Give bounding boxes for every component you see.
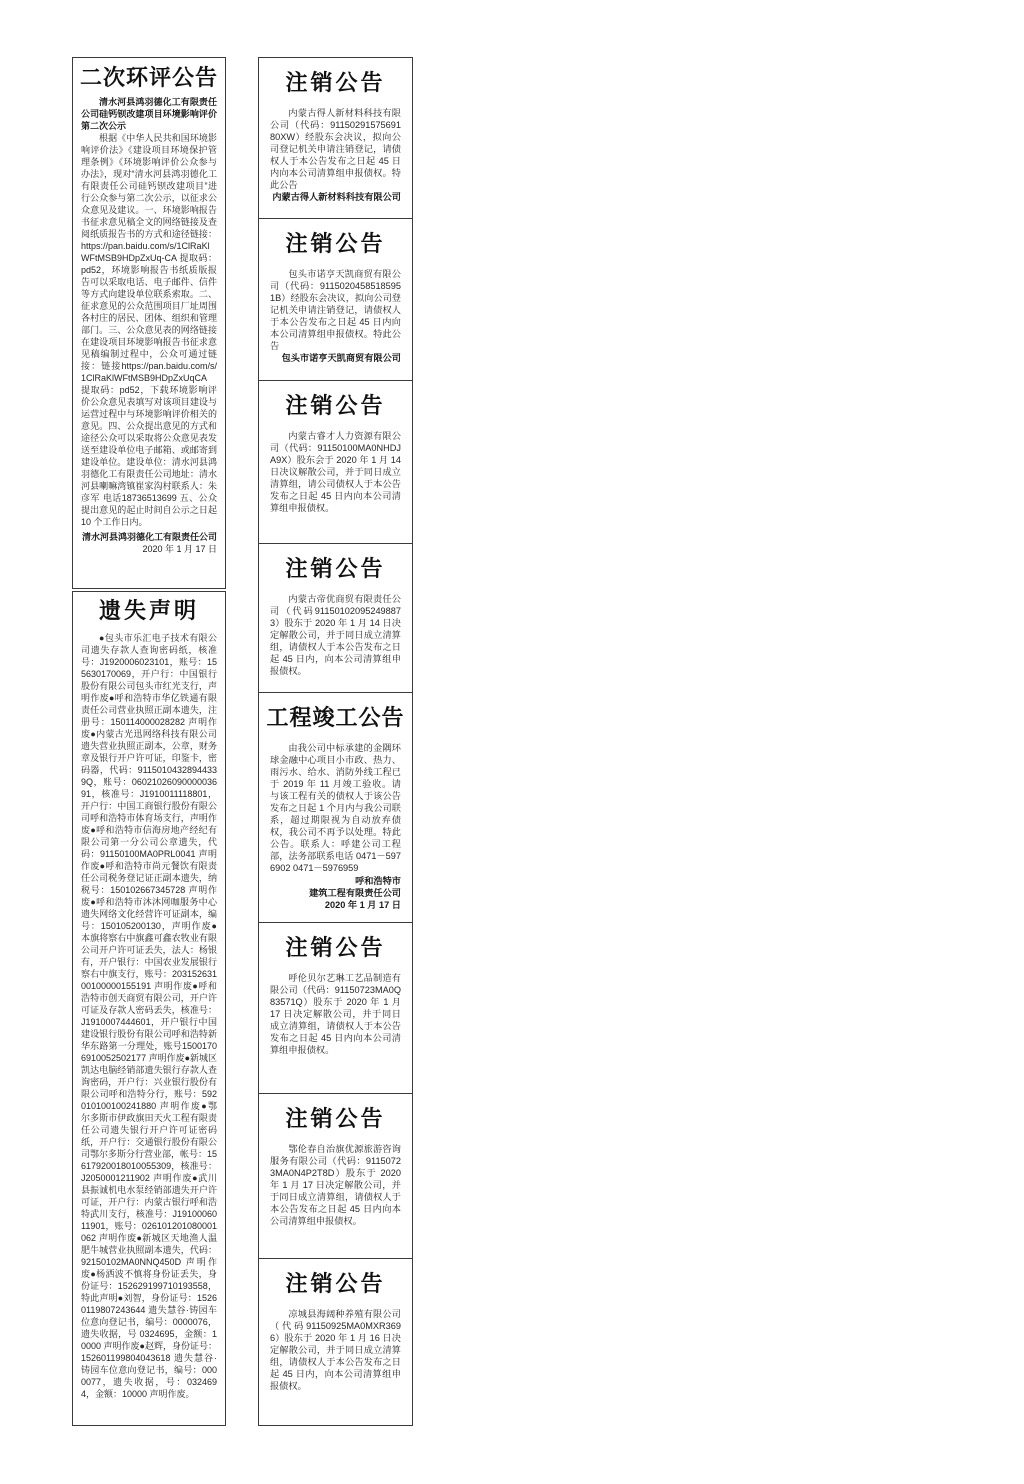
notice-env-assessment (72, 57, 226, 589)
notice-title: 注销公告 (285, 394, 386, 419)
left-column (72, 57, 226, 1426)
notice-signature: 内蒙古得人新材料科技有限公司 (272, 192, 401, 202)
notice-body: 内蒙古睿才人力资源有限公司（代码：91150100MA0NHDJA9X）股东会于 2020 年 1 月 14 日决议解散公司，并于同日成立清算组，请公司债权人于本公告发布之日起 45 日内向本公司清算组申报债权。 (270, 431, 401, 513)
notice-deregistration-1 (258, 57, 413, 219)
notice-deregistration-6 (258, 1093, 413, 1259)
signature-line-company: 建筑工程有限责任公司 (309, 888, 401, 898)
notice-title: 注销公告 (285, 557, 386, 582)
notice-body: 根据《中华人民共和国环境影响评价法》《建设项目环境保护管理条例》《环境影响评价公众参与办法》，现对“清水河县鸿羽德化工有限责任公司硅钙钡改建项目”进行公众参与第二次公示，以征求公众意见及建议。一、环境影响报告书征求意见稿全文的网络链接及查阅纸质报告书的方式和途径链接：https://pan.baidu.com/s/1ClRaKlWFtMSB9HDpZxUq-CA 提取码：pd52，环境影响报告书纸质版报告可以采取电话、电子邮件、信件等方式向建设单位联系索取。二、征求意见的公众范围项目厂址周围各村庄的居民、团体、组织和管理部门。三、公众意见表的网络链接在建设项目环境影响报告书征求意见稿编制过程中，公众可通过链接：链接https://pan.baidu.com/s/1ClRaKlWFtMSB9HDpZxUqCA 提取码：pd52，下载环境影响评价公众意见表填写对该项目建设与运营过程中与环境影响评价相关的意见。四、公众提出意见的方式和途径公众可以采取将公众意见表发送至建设单位电子邮箱、或邮寄到建设单位。建设单位：清水河县鸿羽德化工有限责任公司地址：清水河县喇嘛湾镇崔家沟村联系人：朱彦军 电话18736513699 五、公众提出意见的起止时间自公示之日起 10 个工作日内。 (81, 133, 217, 527)
right-column (258, 57, 413, 1426)
notice-title: 注销公告 (285, 1272, 386, 1297)
notice-deregistration-4 (258, 543, 413, 693)
notice-title: 注销公告 (285, 936, 386, 961)
notice-deregistration-5 (258, 922, 413, 1094)
notice-body: 鄂伦春自治旗优源旅游咨询服务有限公司（代码：91150723MA0N4P2T8D）股东于 2020 年 1 月 17 日决定解散公司，并于同日成立清算组，请债权人于本公告发布之日起 45 日内向本公司清算组申报债权。 (270, 1144, 401, 1226)
notice-body: 呼伦贝尔艺琳工艺品制造有限公司（代码：91150723MA0Q83571Q）股东于 2020 年 1 月 17 日决定解散公司，并于同日成立清算组，请债权人于本公告发布之日起 45 日内向本公司清算组申报债权。 (270, 973, 401, 1055)
notice-title: 二次环评公告 (79, 66, 218, 91)
notice-title: 注销公告 (285, 1107, 386, 1132)
notice-deregistration-2 (258, 218, 413, 381)
notice-body: 内蒙古帝优商贸有限责任公司（代码911501020952498873）股东于 2020 年 1 月 14 日决定解散公司，并于同日成立清算组，请债权人于本公告发布之日起 45 日内，向本公司清算组申报债权。 (270, 594, 401, 676)
notice-title: 注销公告 (285, 232, 386, 257)
notice-body: 由我公司中标承建的金隅环球金融中心项目小市政、热力、雨污水、给水、消防外线工程已于 2019 年 11 月竣工验收。请与该工程有关的债权人于该公告发布之日起 1 个月内与我公司联系，超过期限视为自动放弃债权，我公司不再予以处理。特此公告。联系人：呼建公司工程部，法务部联系电话 0471－5976902 0471－5976959 (270, 743, 401, 873)
notice-body: ●包头市乐汇电子技术有限公司遗失存款人查询密码纸，核准号：J1920006023101，账号：155630170069，开户行：中国银行股份有限公司包头市红光支行，声明作废●呼和浩特市华亿铁通有限责任公司营业执照正副本遗失，注册号：150114000028282 声明作废●内蒙古光迅网络科技有限公司遗失营业执照正副本，公章，财务章及银行开户许可证，印鉴卡，密码器，代码：91150104328944339Q，账号：0602102609000003691，核准号：J1910011118801，开户行：中国工商银行股份有限公司呼和浩特市体育场支行，声明作废●呼和浩特市信海房地产经纪有限公司第一分公司公章遗失，代码：91150100MA0PRL0041 声明作废●呼和浩特市尚元餐饮有限责任公司税务登记证正副本遗失，纳税号：150102667345728 声明作废●呼和浩特市沐沐网咖服务中心遗失网络文化经营许可证副本，编号：150105200130，声明作废●本旗将察右中旗鑫可鑫农牧业有限公司开户许可证丢失，法人：杨银有，开户银行：中国农业发展银行察右中旗支行，账号：20315263100100000155191 声明作废●呼和浩特市创天商贸有限公司，开户许可证及存款人密码丢失，核准号：J1910007444601，开户银行中国建设银行股份有限公司呼和浩特新华东路第一分理处，账号15001706910052502177 声明作废●新城区凯达电脑经销部遗失银行存款人查询密码，开户行：兴业银行股份有限公司呼和浩特分行，账号：592010100100241880 声明作废●鄂尔多斯市伊政旗田天火工程有限责任公司遗失银行开户许可证密码纸，开户行：交通银行股份有限公司鄂尔多斯分行营业部，帐号：15617920018010055309，核准号：J2050001211902 声明作废●武川县振诚机电水泵经销部遗失开户许可证，开户行：内蒙古银行呼和浩特武川支行，核准号：J1910006011901，账号：026101201080001062 声明作废●新城区天地渔人温肥牛城营业执照副本遗失，代码：92150102MA0NNQ450D 声明作废●杨洒波不慎将身份证丢失，身份证号：152629199710193558，特此声明●刘智，身份证号：15260119807243644 遗失慧谷·铸园车位意向登记书，编号：0000076，遗失收据，号 0324695，金额：10000 声明作废●赵辉，身份证号：152601199804043618 遗失慧谷·铸园车位意向登记书，编号：0000077，遗失收据，号：0324694，金额：10000 声明作废。 (81, 633, 218, 1399)
notice-signature: 包头市诺亨天凯商贸有限公司 (281, 353, 401, 363)
notice-loss-statement (72, 591, 226, 1426)
notice-title: 注销公告 (285, 71, 386, 96)
notice-signature-date: 2020 年 1 月 17 日 (142, 544, 217, 554)
notice-body: 包头市诺亨天凯商贸有限公司（代码：91150204585185951B）经股东会决议，拟向公司登记机关申请注销登记，请债权人于本公告发布之日起 45 日内向本公司清算组申报债权。特此公告 (270, 269, 401, 351)
notice-title: 遗失声明 (98, 599, 199, 624)
notice-deregistration-3 (258, 380, 413, 544)
signature-line-city: 呼和浩特市 (355, 876, 401, 886)
notice-deregistration-7 (258, 1258, 413, 1426)
signature-line-date: 2020 年 1 月 17 日 (324, 900, 401, 910)
notice-signature (259, 875, 412, 911)
notice-title: 工程竣工公告 (266, 706, 405, 731)
notice-signature-company: 清水河县鸿羽德化工有限责任公司 (81, 532, 217, 542)
notice-body: 内蒙古得人新材料科技有限公司（代码：9115029157569180XW）经股东会决议，拟向公司登记机关申请注销登记，请债权人于本公告发布之日起 45 日内向本公司清算组申报债权。特此公告 (270, 108, 401, 190)
notice-subtitle: 清水河县鸿羽德化工有限责任公司硅钙钡改建项目环境影响评价第二次公示 (81, 97, 217, 131)
notice-body: 凉城县海阔种养殖有限公司（代码91150925MA0MXR3696）股东于 2020 年 1 月 16 日决定解散公司，并于同日成立清算组，请债权人于本公告发布之日起 45 日内，向本公司清算组申报债权。 (270, 1309, 401, 1391)
notice-project-completion (258, 692, 413, 923)
